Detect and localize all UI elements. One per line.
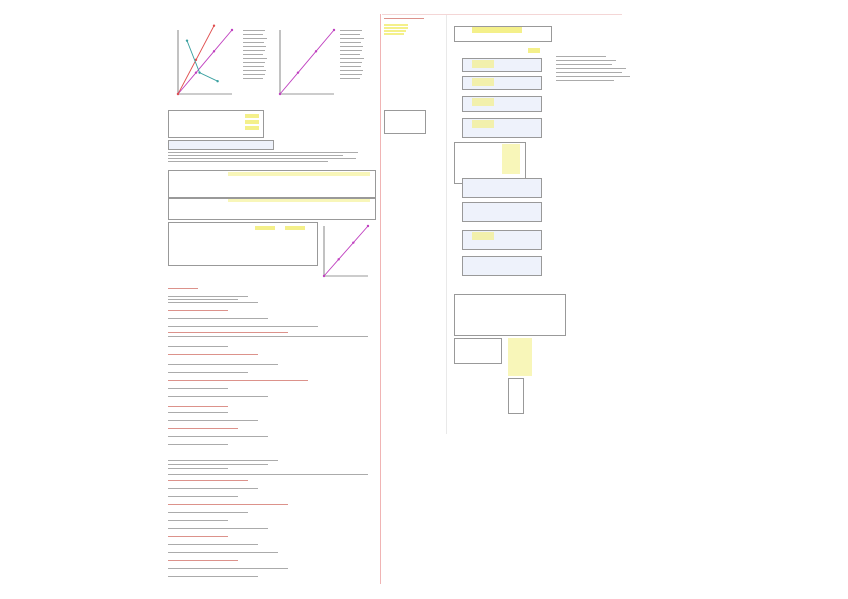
chart-1 (170, 24, 240, 104)
c2marks-series-0-point-3 (333, 29, 335, 31)
notes-block (168, 152, 368, 166)
c1marks-series-2-point-1 (198, 71, 200, 73)
chart-2 (272, 24, 342, 104)
c1marks-series-1-point-0 (177, 93, 179, 95)
c3marks-series-0-point-0 (323, 275, 325, 277)
c1marks-series-1-point-2 (213, 25, 215, 27)
param-cell-2 (245, 120, 259, 124)
c1marks-series-0-point-3 (231, 29, 233, 31)
column-divider-2 (446, 14, 447, 434)
calc-highlight-1 (255, 226, 275, 230)
table-1-header (228, 172, 370, 176)
c1marks-series-0-point-1 (195, 71, 197, 73)
top-rule (382, 14, 622, 15)
blue-box (168, 140, 274, 150)
c1marks-series-0-point-2 (213, 50, 215, 52)
c2marks-series-0-point-0 (279, 93, 281, 95)
c3marks-series-0-line (324, 226, 368, 276)
c2marks-series-0-point-1 (297, 71, 299, 73)
text-block-lower (168, 288, 378, 584)
c3marks-series-0-point-2 (352, 241, 354, 243)
c1marks-series-2-point-2 (216, 80, 218, 82)
column-divider-1 (380, 14, 381, 584)
c2marks-series-0-point-2 (315, 50, 317, 52)
right-notes (556, 56, 636, 90)
chart-3 (318, 222, 374, 284)
c1marks-series-0-line (178, 30, 232, 94)
param-cell-3 (245, 126, 259, 130)
chart-2-legend (340, 30, 366, 85)
chart-1-legend (243, 30, 269, 85)
c1marks-series-2-point-0 (186, 39, 188, 41)
c3marks-series-0-point-3 (367, 225, 369, 227)
c2marks-series-0-line (280, 30, 334, 94)
middle-column (384, 18, 442, 138)
param-cell-1 (245, 114, 259, 118)
calc-highlight-2 (285, 226, 305, 230)
c3marks-series-0-point-1 (337, 258, 339, 260)
table-2-header (228, 199, 370, 202)
c1marks-series-2-line (187, 41, 218, 82)
